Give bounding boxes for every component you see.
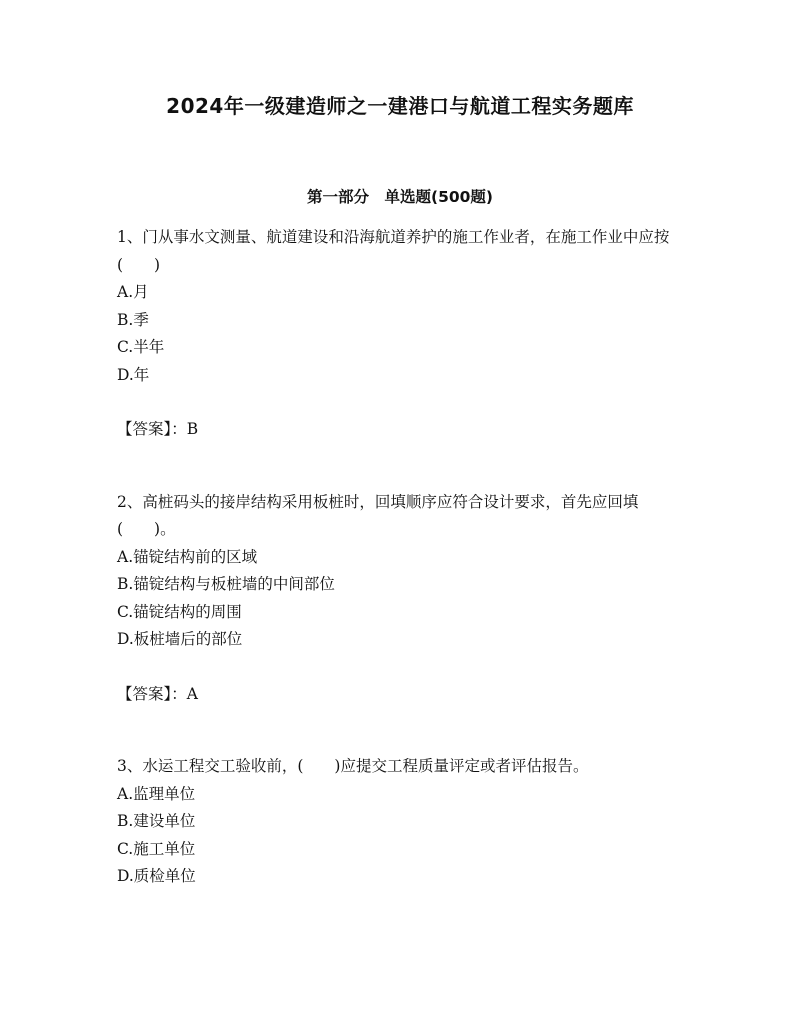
- section-heading: 第一部分 单选题(500题): [306, 188, 494, 206]
- option-list: [117, 279, 687, 389]
- spacer: [117, 444, 687, 489]
- option-d: D.质检单位: [117, 867, 196, 885]
- option-b: B.建设单位: [117, 812, 196, 830]
- answer-line: 【答案】：B: [117, 420, 199, 438]
- option-d: D.板桩墙后的部位: [117, 630, 243, 648]
- answer-line: 【答案】：A: [117, 684, 198, 703]
- question-stem: 2、高桩码头的接岸结构采用板桩时，回填顺序应符合设计要求，首先应回填( )。: [117, 492, 639, 538]
- question-list: [117, 224, 687, 891]
- question-stem: 1、门从事水文测量、航道建设和沿海航道养护的施工作业者，在施工作业中应按( ): [117, 228, 670, 274]
- option-b: B.季: [117, 310, 149, 329]
- spacer: [117, 708, 687, 753]
- option-a: A.月: [117, 283, 149, 301]
- document-title: 2024年一级建造师之一建港口与航道工程实务题库: [166, 94, 634, 118]
- option-a: A.锚锭结构前的区域: [117, 547, 258, 566]
- question-3: [117, 753, 687, 891]
- question-stem: 3、水运工程交工验收前，( )应提交工程质量评定或者评估报告。: [117, 757, 589, 775]
- option-b: B.锚锭结构与板桩墙的中间部位: [117, 575, 335, 593]
- option-d: D.年: [117, 365, 150, 384]
- option-list: [117, 544, 687, 654]
- option-c: C.半年: [117, 338, 165, 356]
- option-list: [117, 781, 687, 891]
- option-a: A.监理单位: [117, 784, 196, 803]
- option-c: C.施工单位: [117, 839, 196, 858]
- option-c: C.锚锭结构的周围: [117, 602, 242, 621]
- question-2: [117, 489, 687, 754]
- question-1: [117, 224, 687, 489]
